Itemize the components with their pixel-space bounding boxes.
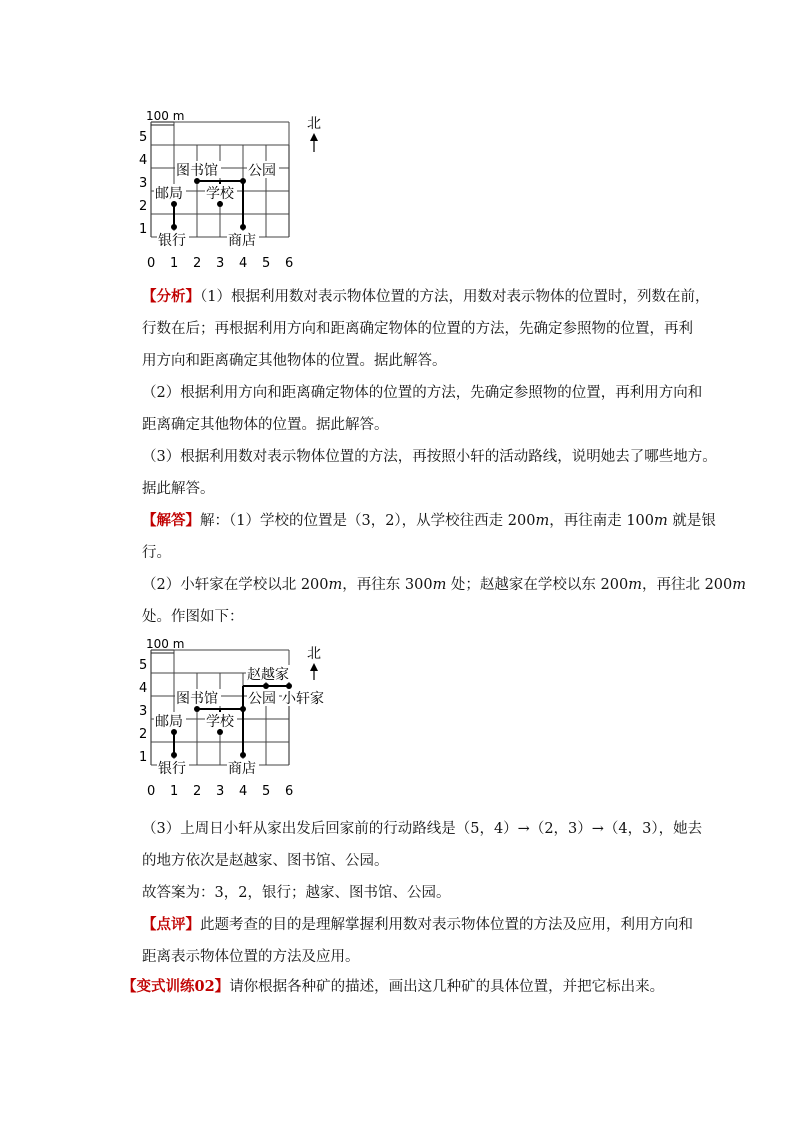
analysis-line: （2）根据利用方向和距离确定物体的位置的方法，先确定参照物的位置，再利用方向和 <box>142 385 703 401</box>
analysis-line: 据此解答。 <box>142 481 215 497</box>
grid-map-figure-2 <box>134 636 349 804</box>
y-tick: 3 <box>139 176 148 191</box>
y-tick: 2 <box>139 199 148 214</box>
place-bank: 银行 <box>158 761 186 777</box>
place-park: 公园 <box>248 163 276 179</box>
y-tick: 5 <box>139 658 148 673</box>
x-tick: 6 <box>285 784 294 799</box>
exercise-line: 【变式训练02】请你根据各种矿的描述，画出这几种矿的具体位置，并把它标出来。 <box>122 978 665 995</box>
north-label: 北 <box>307 116 321 132</box>
y-tick: 4 <box>139 153 148 168</box>
x-tick: 1 <box>170 256 179 271</box>
y-tick: 2 <box>139 727 148 742</box>
scale-label: 100 m <box>146 637 185 651</box>
x-tick: 0 <box>147 784 156 799</box>
x-tick: 1 <box>170 784 179 799</box>
y-tick: 1 <box>139 750 148 765</box>
analysis-line: 行数在后；再根据利用方向和距离确定物体的位置的方法，先确定参照物的位置，再利 <box>142 321 693 337</box>
exercise-tag: 【变式训练02】 <box>122 978 230 995</box>
y-tick: 5 <box>139 130 148 145</box>
place-park: 公园 <box>248 691 276 707</box>
y-tick: 4 <box>139 681 148 696</box>
place-shop: 商店 <box>228 761 256 777</box>
x-tick: 5 <box>262 256 271 271</box>
x-tick: 2 <box>193 256 202 271</box>
comment-line: 距离表示物体位置的方法及应用。 <box>142 949 360 965</box>
analysis-line: 距离确定其他物体的位置。据此解答。 <box>142 417 389 433</box>
place-xuan-home: 小轩家 <box>282 691 324 707</box>
final-answer: 故答案为：3，2，银行；越家、图书馆、公园。 <box>142 885 451 901</box>
place-bank: 银行 <box>158 233 186 249</box>
x-tick: 5 <box>262 784 271 799</box>
place-post-office: 邮局 <box>155 714 183 730</box>
y-tick: 3 <box>139 704 148 719</box>
answer-line: 处。作图如下： <box>142 609 244 625</box>
answer-line: 的地方依次是赵越家、图书馆、公园。 <box>142 853 389 869</box>
answer-line: 行。 <box>142 545 171 561</box>
x-tick: 6 <box>285 256 294 271</box>
place-library: 图书馆 <box>176 163 218 179</box>
x-tick: 4 <box>239 256 248 271</box>
place-library: 图书馆 <box>176 691 218 707</box>
place-zhao-home: 赵越家 <box>247 667 289 683</box>
answer-tag: 【解答】 <box>142 512 200 529</box>
y-tick: 1 <box>139 222 148 237</box>
comment-tag: 【点评】 <box>142 916 200 933</box>
place-shop: 商店 <box>228 233 256 249</box>
place-post-office: 邮局 <box>155 186 183 202</box>
answer-line: （2）小轩家在学校以北 200m，再往东 300m 处；赵越家在学校以东 200m，再往北 200m <box>142 577 747 593</box>
analysis-line: 【分析】（1）根据利用数对表示物体位置的方法，用数对表示物体的位置时，列数在前， <box>142 288 710 305</box>
x-tick: 2 <box>193 784 202 799</box>
analysis-line: 用方向和距离确定其他物体的位置。据此解答。 <box>142 353 447 369</box>
x-tick: 4 <box>239 784 248 799</box>
x-tick: 3 <box>216 784 225 799</box>
place-school: 学校 <box>206 714 234 730</box>
comment-line: 【点评】此题考查的目的是理解掌握利用数对表示物体位置的方法及应用，利用方向和 <box>142 916 693 933</box>
analysis-tag: 【分析】 <box>142 288 200 305</box>
x-tick: 0 <box>147 256 156 271</box>
answer-line: （3）上周日小轩从家出发后回家前的行动路线是（5，4）→（2，3）→（4，3），她去 <box>142 821 703 837</box>
x-tick: 3 <box>216 256 225 271</box>
analysis-line: （3）根据利用数对表示物体位置的方法，再按照小轩的活动路线，说明她去了哪些地方。 <box>142 449 717 465</box>
grid-map-figure-1 <box>134 108 349 276</box>
north-label: 北 <box>307 646 321 662</box>
scale-label: 100 m <box>146 109 185 123</box>
answer-line: 【解答】解：（1）学校的位置是（3，2），从学校往西走 200m，再往南走 100m 就是银 <box>142 512 716 529</box>
place-school: 学校 <box>206 186 234 202</box>
